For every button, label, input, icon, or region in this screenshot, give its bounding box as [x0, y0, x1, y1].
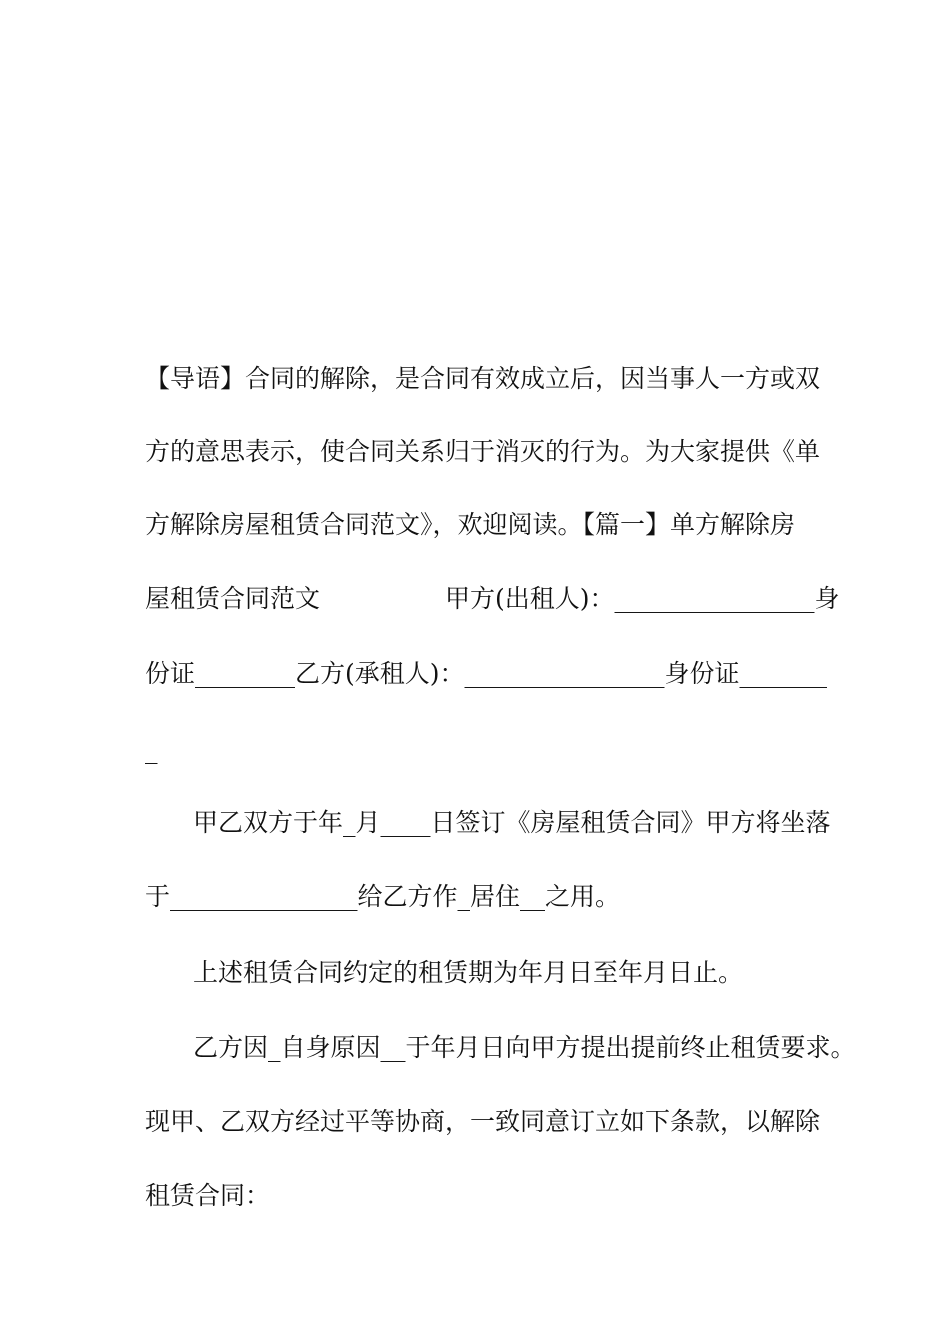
text-line-7: 甲乙双方于年_月____日签订《房屋租赁合同》甲方将坐落 — [193, 808, 831, 837]
text-line-2: 方的意思表示，使合同关系归于消灭的行为。为大家提供《单 — [145, 437, 821, 466]
text-line-4: 屋租赁合同范文 甲方(出租人)：________________身 — [145, 584, 840, 613]
text-line-1: 【导语】合同的解除，是合同有效成立后，因当事人一方或双 — [145, 364, 821, 393]
text-line-10: 乙方因_自身原因__于年月日向甲方提出提前终止租赁要求。 — [193, 1033, 856, 1062]
text-line-5: 份证________乙方(承租人)：________________身份证_______ — [145, 659, 828, 688]
text-line-9: 上述租赁合同约定的租赁期为年月日至年月日止。 — [193, 958, 744, 987]
text-line-12: 租赁合同： — [145, 1181, 271, 1210]
text-line-6: _ — [145, 735, 158, 764]
text-line-8: 于_______________给乙方作_居住__之用。 — [145, 882, 621, 911]
text-line-11: 现甲、乙双方经过平等协商，一致同意订立如下条款，以解除 — [145, 1107, 821, 1136]
text-line-3: 方解除房屋租赁合同范文》，欢迎阅读。【篇一】单方解除房 — [145, 510, 796, 539]
